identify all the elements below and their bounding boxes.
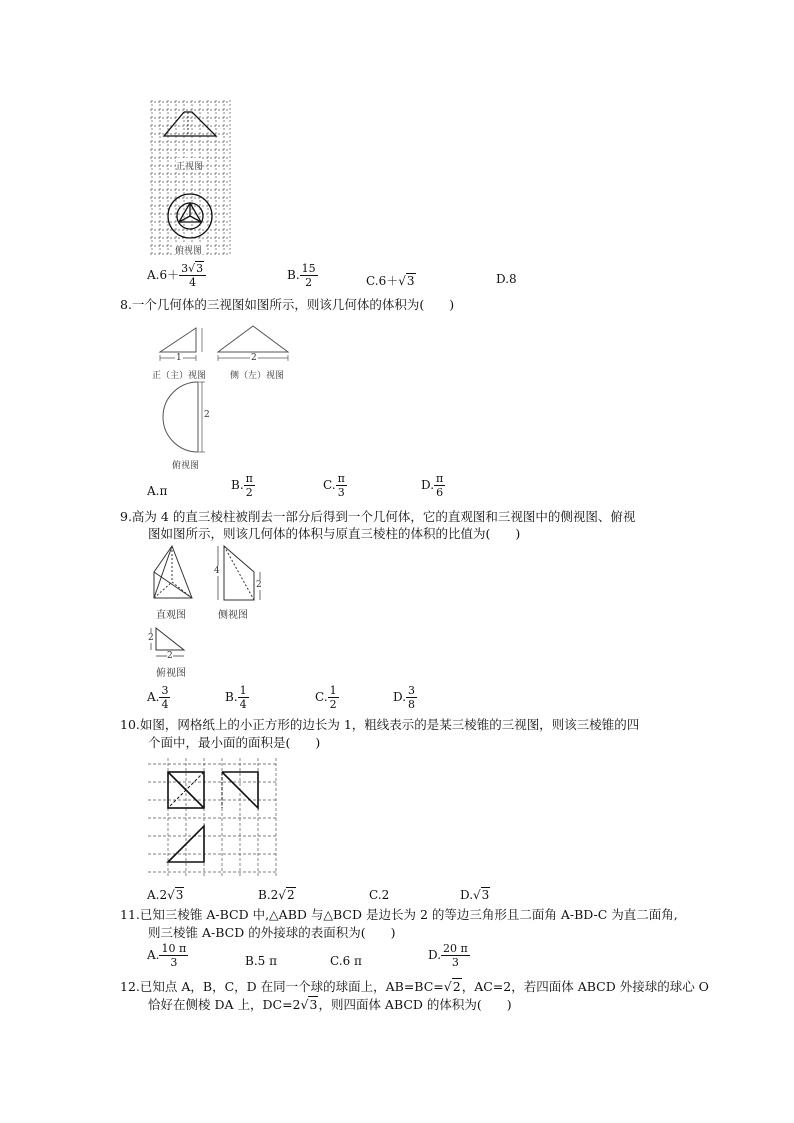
q8-stem: 8.一个几何体的三视图如图所示，则该几何体的体积为( ) — [120, 297, 455, 312]
q11-stem-line1: 11.已知三棱锥 A-BCD 中,△ABD 与△BCD 是边长为 2 的等边三角形且二面角 A-BD-C 为直二面角, — [120, 907, 678, 922]
q8-side-dim: 2 — [251, 353, 257, 363]
q9-top-dim-bottom: 2 — [167, 651, 173, 661]
q10-stem-line2: 个面中，最小面的面积是( ) — [148, 735, 321, 750]
q7-top-caption: 俯视图 — [175, 246, 203, 256]
q10-option-a[interactable]: A.2√3 — [147, 888, 184, 902]
q7-front-caption: 正视图 — [176, 162, 204, 172]
q8-option-c[interactable]: C. $\frac{\pi}{3}$ — [323, 472, 345, 499]
q9-side-dim-left: 4 — [214, 566, 220, 576]
q8-figure — [150, 318, 300, 473]
q9-top-dim-left: 2 — [148, 633, 154, 643]
q10-option-d[interactable]: D.√3 — [460, 888, 490, 902]
q8-top-dim: 2 — [204, 410, 210, 420]
q9-figure — [148, 542, 278, 682]
q7-figure — [148, 98, 232, 258]
q12-stem-line1: 12.已知点 A，B，C，D 在同一个球的球面上，AB=BC=√2，AC=2，若四面体 ABCD 外接球的球心 O — [120, 979, 709, 994]
q9-stem-line1: 9.高为 4 的直三棱柱被削去一部分后得到一个几何体，它的直观图和三视图中的侧视图、俯视 — [120, 509, 636, 524]
q8-option-a[interactable]: A.π — [147, 484, 168, 498]
q8-front-caption: 正（主）视图 — [152, 371, 207, 381]
q10-figure — [148, 758, 278, 878]
q10-grid-drawing — [148, 758, 278, 878]
q7-three-view-drawing — [148, 98, 232, 258]
q8-option-b[interactable]: B. $\frac{\pi}{2}$ — [231, 472, 253, 499]
q9-option-b[interactable]: B. $\frac{1}{4}$ — [225, 684, 247, 711]
q9-option-d[interactable]: D. $\frac{3}{8}$ — [393, 684, 416, 711]
q11-option-d[interactable]: D. $\frac{20 \pi}{3}$ — [428, 942, 468, 969]
q7-option-a[interactable]: A.6＋ $\frac{3√3}{4}$ — [147, 262, 206, 289]
q7-option-b[interactable]: B. $\frac{15}{2}$ — [287, 262, 316, 289]
q7-option-c[interactable]: C.6＋√3 — [366, 274, 415, 288]
q10-stem-line1: 10.如图，网格纸上的小正方形的边长为 1，粗线表示的是某三棱锥的三视图，则该三棱锥的四 — [120, 717, 640, 732]
q10-option-b[interactable]: B.2√2 — [258, 888, 295, 902]
q7-option-d[interactable]: D.8 — [496, 272, 517, 286]
q9-top-caption: 俯视图 — [156, 668, 186, 679]
q9-option-c[interactable]: C. $\frac{1}{2}$ — [315, 684, 337, 711]
q9-direct-caption: 直观图 — [156, 610, 186, 621]
q8-top-caption: 俯视图 — [172, 461, 200, 471]
q8-option-d[interactable]: D. $\frac{\pi}{6}$ — [421, 472, 444, 499]
q11-option-a[interactable]: A. $\frac{10 \pi}{3}$ — [147, 942, 187, 969]
q8-side-caption: 侧（左）视图 — [230, 371, 285, 381]
q8-three-view-drawing — [150, 318, 300, 473]
q8-front-dim: 1 — [176, 353, 182, 363]
q9-side-caption: 侧视图 — [218, 610, 248, 621]
q10-option-c[interactable]: C.2 — [369, 888, 390, 902]
q11-stem-line2: 则三棱锥 A-BCD 的外接球的表面积为( ) — [148, 925, 396, 940]
q11-option-b[interactable]: B.5 π — [245, 954, 277, 968]
q9-side-dim-right: 2 — [256, 580, 262, 590]
q9-option-a[interactable]: A. $\frac{3}{4}$ — [147, 684, 169, 711]
q9-stem-line2: 图如图所示，则该几何体的体积与原直三棱柱的体积的比值为( ) — [148, 526, 521, 541]
q11-option-c[interactable]: C.6 π — [330, 954, 362, 968]
q12-stem-line2: 恰好在侧棱 DA 上，DC=2√3，则四面体 ABCD 的体积为( ) — [148, 997, 512, 1012]
